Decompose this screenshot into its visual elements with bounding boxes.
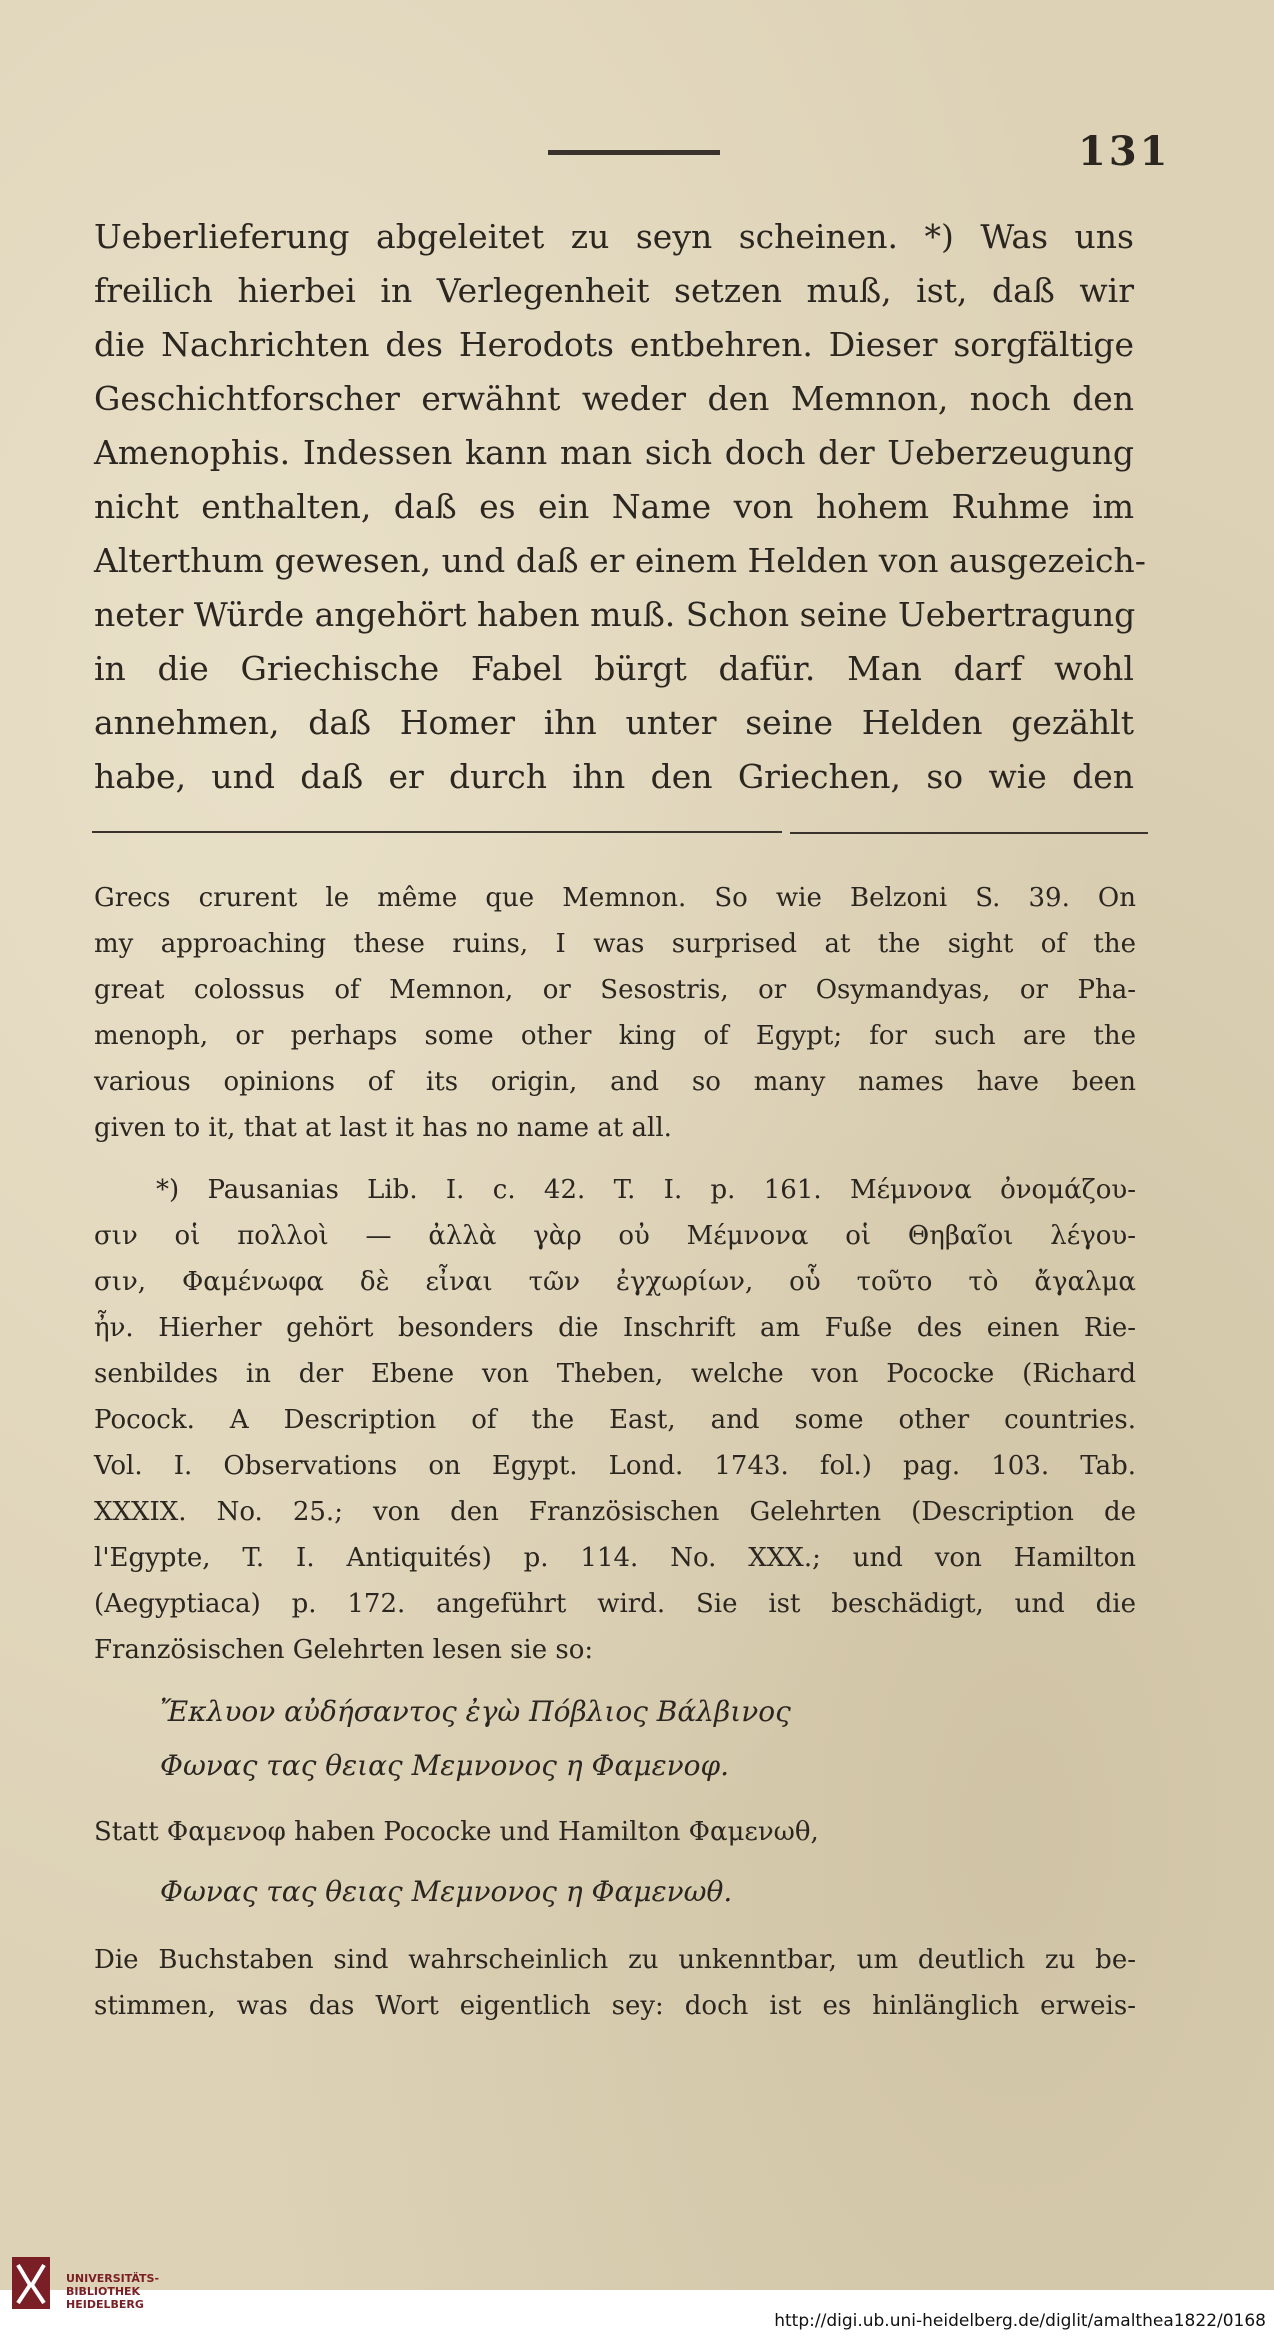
main-text-line: Ueberlieferung abgeleitet zu seyn scheinen. *) Was uns — [94, 217, 1134, 256]
main-text-line: habe, und daß er durch ihn den Griechen, so wie den — [94, 757, 1134, 796]
main-text-line: Geschichtforscher erwähnt weder den Memnon, noch den — [94, 379, 1134, 418]
header-rule — [548, 150, 720, 155]
library-name: UNIVERSITÄTS- BIBLIOTHEK HEIDELBERG — [66, 2272, 160, 2311]
footnote-line: great colossus of Memnon, or Sesostris, or Osymandyas, or Pha- — [94, 975, 1136, 1005]
footnote-star-line: σιν οἱ πολλοὶ — ἀλλὰ γὰρ οὐ Μέμνονα οἱ Θηβαῖοι λέγου- — [94, 1221, 1136, 1251]
main-text-line: freilich hierbei in Verlegenheit setzen muß, ist, daß wir — [94, 271, 1134, 310]
footnote-star-line: ἦν. Hierher gehört besonders die Inschrift am Fuße des einen Rie- — [94, 1313, 1136, 1343]
footnote-separator — [92, 831, 782, 833]
main-text-line: in die Griechische Fabel bürgt dafür. Man darf wohl — [94, 649, 1134, 688]
footnote-star-line: Vol. I. Observations on Egypt. Lond. 1743. fol.) pag. 103. Tab. — [94, 1451, 1136, 1481]
footnote-star-line: Pocock. A Description of the East, and some other countries. — [94, 1405, 1136, 1435]
main-text-line: neter Würde angehört haben muß. Schon seine Uebertragung — [94, 595, 1136, 634]
footnote-star-line: senbildes in der Ebene von Theben, welche von Pococke (Richard — [94, 1359, 1136, 1389]
footnote-line: Statt Φαμενοφ haben Pococke und Hamilton Φαμενωθ, — [94, 1817, 819, 1847]
footnote-star-line: (Aegyptiaca) p. 172. angeführt wird. Sie ist beschädigt, und die — [94, 1589, 1136, 1619]
footnote-star-line: *) Pausanias Lib. I. c. 42. T. I. p. 161. Μέμνονα ὀνομάζου- — [156, 1175, 1136, 1205]
heidelberg-library-logo-icon — [10, 2255, 52, 2311]
inscription-line: Φωνας τας θειας Μεμνονος η Φαμενωθ. — [160, 1875, 733, 1908]
source-url-link[interactable]: http://digi.ub.uni-heidelberg.de/diglit/amalthea1822/0168 — [774, 2311, 1266, 2331]
main-text-line: Amenophis. Indessen kann man sich doch der Ueberzeugung — [94, 433, 1134, 472]
main-text-line: Alterthum gewesen, und daß er einem Helden von ausgezeich- — [94, 541, 1146, 580]
footnote-line: various opinions of its origin, and so many names have been — [94, 1067, 1136, 1097]
footnote-line: Grecs crurent le même que Memnon. So wie Belzoni S. 39. On — [94, 883, 1136, 913]
footnote-star-line: XXXIX. No. 25.; von den Französischen Gelehrten (Description de — [94, 1497, 1136, 1527]
footnote-line: stimmen, was das Wort eigentlich sey: doch ist es hinlänglich erweis- — [94, 1991, 1136, 2021]
page-number: 131 — [1078, 128, 1171, 175]
footnote-line: Die Buchstaben sind wahrscheinlich zu unkenntbar, um deutlich zu be- — [94, 1945, 1136, 1975]
main-text-line: die Nachrichten des Herodots entbehren. Dieser sorgfältige — [94, 325, 1134, 364]
inscription-line: Φωνας τας θειας Μεμνονος η Φαμενοφ. — [160, 1749, 730, 1782]
footnote-line: my approaching these ruins, I was surprised at the sight of the — [94, 929, 1136, 959]
main-text-line: annehmen, daß Homer ihn unter seine Helden gezählt — [94, 703, 1134, 742]
footnote-star-line: l'Egypte, T. I. Antiquités) p. 114. No. XXX.; und von Hamilton — [94, 1543, 1136, 1573]
footnote-star-line: Französischen Gelehrten lesen sie so: — [94, 1635, 594, 1665]
inscription-line: Ἔκλυον αὐδήσαντος ἐγὼ Πόβλιος Βάλβινος — [160, 1695, 791, 1728]
footnote-star-line: σιν, Φαμένωφα δὲ εἶναι τῶν ἐγχωρίων, οὗ τοῦτο τὸ ἄγαλμα — [94, 1267, 1136, 1297]
footnote-line: menoph, or perhaps some other king of Egypt; for such are the — [94, 1021, 1136, 1051]
footnote-separator — [790, 832, 1148, 834]
main-text-line: nicht enthalten, daß es ein Name von hohem Ruhme im — [94, 487, 1134, 526]
footnote-line: given to it, that at last it has no name at all. — [94, 1113, 672, 1143]
